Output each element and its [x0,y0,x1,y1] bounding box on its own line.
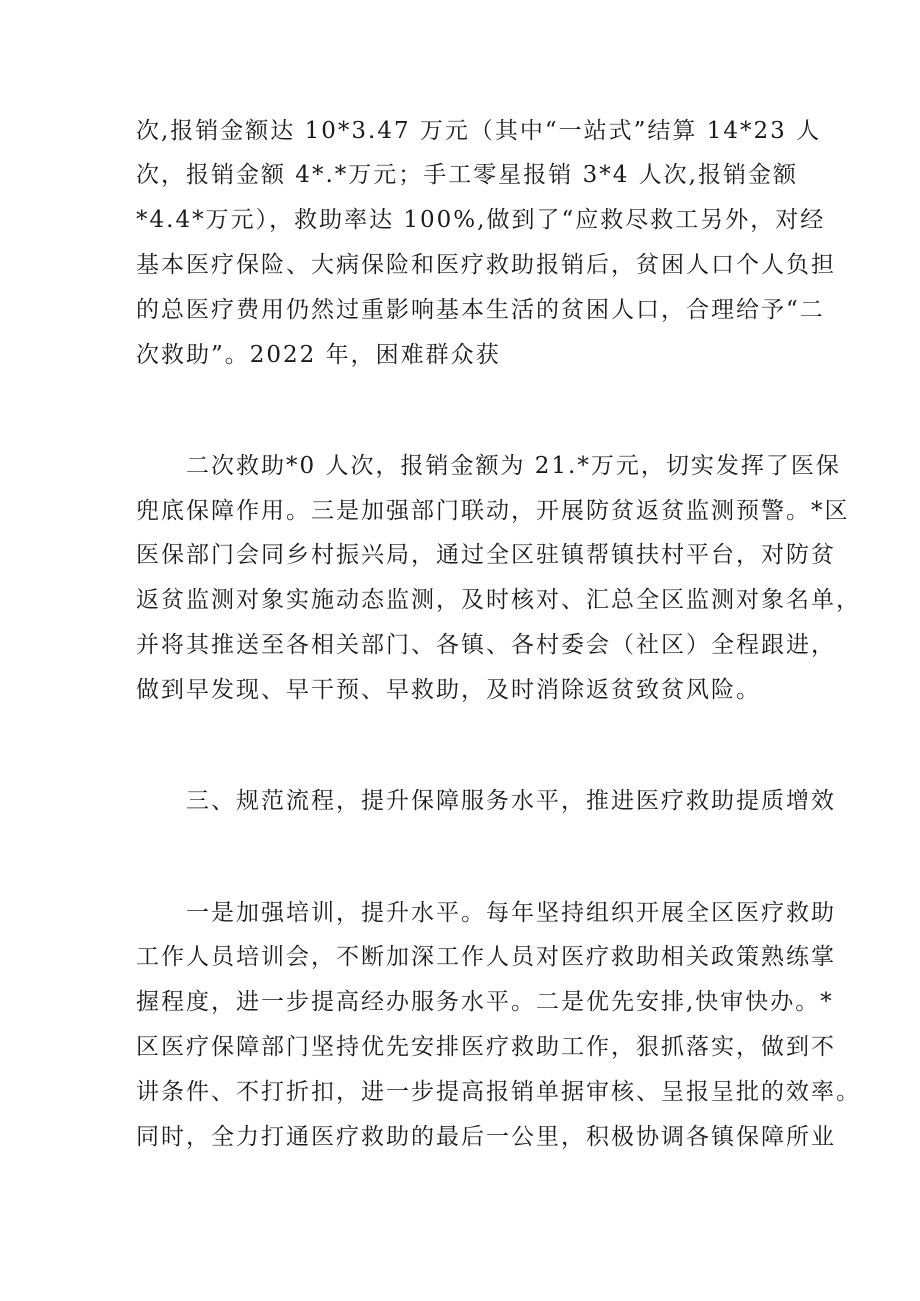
paragraph-4-line: 区医疗保障部门坚持优先安排医疗救助工作，狠抓落实，做到不 [136,1034,836,1060]
paragraph-4-line: 同时，全力打通医疗救助的最后一公里，积极协调各镇保障所业 [136,1124,836,1150]
paragraph-4-line: 工作人员培训会，不断加深工作人员对医疗救助相关政策熟练掌 [136,944,836,970]
paragraph-2-line: 医保部门会同乡村振兴局，通过全区驻镇帮镇扶村平台，对防贫 [136,542,836,568]
paragraph-2-line: 返贫监测对象实施动态监测，及时核对、汇总全区监测对象名单， [136,587,861,613]
paragraph-2-line: 二次救助*0 人次，报销金额为 21.*万元，切实发挥了医保 [186,453,841,479]
paragraph-1-line: 的总医疗费用仍然过重影响基本生活的贫困人口，合理给予“二 [136,297,825,323]
paragraph-1-line: 基本医疗保险、大病保险和医疗救助报销后，贫困人口个人负担 [136,252,836,278]
paragraph-4-line: 讲条件、不打折扣，进一步提高报销单据审核、呈报呈批的效率。 [136,1079,861,1105]
paragraph-1-line: *4.4*万元），救助率达 100%,做到了“应救尽救工另外，对经 [136,207,826,233]
paragraph-2-line: 兜底保障作用。三是加强部门联动，开展防贫返贫监测预警。*区 [136,498,850,524]
paragraph-1-line: 次,报销金额达 10*3.47 万元（其中“一站式”结算 14*23 人 [136,118,822,144]
paragraph-2-line: 并将其推送至各相关部门、各镇、各村委会（社区）全程跟进， [136,632,836,658]
paragraph-2-line: 做到早发现、早干预、早救助，及时消除返贫致贫风险。 [136,677,761,703]
paragraph-1-line: 次救助”。2022 年，困难群众获 [136,342,501,368]
paragraph-4-line: 握程度，进一步提高经办服务水平。二是优先安排,快审快办。* [136,989,834,1015]
paragraph-1-line: 次，报销金额 4*.*万元；手工零星报销 3*4 人次,报销金额 [136,162,798,188]
paragraph-4-line: 一是加强培训，提升水平。每年坚持组织开展全区医疗救助 [186,900,836,926]
section-heading: 三、规范流程，提升保障服务水平，推进医疗救助提质增效 [186,788,836,814]
